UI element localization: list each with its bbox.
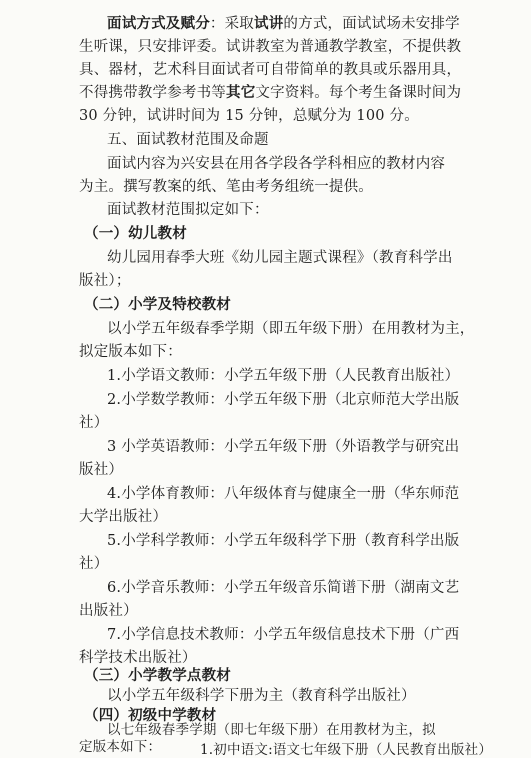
keyword-other: 其它	[226, 85, 256, 101]
list-item-4-line-1: 4.小学体育教师：八年级体育与健康全一册（华东师范	[107, 486, 460, 502]
subsection-4-line-2: 定版本如下：	[79, 739, 162, 755]
list-item-5-line-2: 社）	[79, 556, 109, 572]
list-item-6-line-2: 出版社）	[79, 603, 138, 619]
subsection-2-line-2: 拟定版本如下：	[79, 344, 182, 360]
list-item-7-line-1: 7.小学信息技术教师：小学五年级信息技术下册（广西	[107, 627, 460, 643]
section-5-line-1: 面试内容为兴安县在用各学段各学科相应的教材内容	[107, 156, 446, 172]
subsection-4-heading: （四）初级中学教材	[84, 708, 217, 724]
list-item-2-line-2: 社）	[79, 415, 109, 431]
subsection-2-heading: （二）小学及特校教材	[84, 297, 231, 313]
section-5-heading: 五、面试教材范围及命题	[107, 132, 269, 148]
subsection-3-heading: （三）小学教学点教材	[84, 668, 231, 684]
subsection-3-line-1: 以小学五年级科学下册为主（教育科学出版社）	[107, 688, 416, 704]
subsection-2-line-1: 以小学五年级春季学期（即五年级下册）在用教材为主，	[107, 321, 475, 337]
list-item-5-line-1: 5.小学科学教师：小学五年级科学下册（教育科学出版	[107, 533, 460, 549]
subsection-1-line-1: 幼儿园用春季大班《幼儿园主题式课程》（教育科学出	[107, 250, 453, 266]
keyword-trial-lecture: 试讲	[254, 16, 284, 32]
subsection-4-line-1: 以七年级春季学期（即七年级下册）在用教材为主，拟	[107, 722, 436, 738]
list-item-3-line-1: 3 小学英语教师：小学五年级下册（外语教学与研究出	[107, 439, 460, 455]
paragraph-scoring-line-3: 具、器材，艺术科目面试者可自带简单的教具或乐器用具，	[79, 62, 462, 78]
list-item-4-line-2: 大学出版社）	[79, 509, 168, 525]
list-item-2-line-1: 2.小学数学教师：小学五年级下册（北京师范大学出版	[107, 392, 460, 408]
list-item-6-line-1: 6.小学音乐教师：小学五年级音乐简谱下册（湖南文艺	[107, 580, 460, 596]
paragraph-scoring-line-2: 生听课，只安排评委。试讲教室为普通教学教室，不提供教	[79, 39, 462, 55]
list-item-1: 1.小学语文教师：小学五年级下册（人民教育出版社）	[107, 368, 460, 384]
list-item-7-line-2: 科学技术出版社）	[79, 650, 197, 666]
section-5-line-3: 面试教材范围拟定如下：	[107, 202, 269, 218]
list-item-junior-1: 1.初中语文:语文七年级下册（人民教育出版社）	[200, 742, 493, 758]
list-item-3-line-2: 版社）	[79, 462, 124, 478]
subsection-1-heading: （一）幼儿教材	[84, 226, 187, 242]
paragraph-scoring-line-1: 面试方式及赋分：采取试讲的方式，面试试场未安排学	[107, 16, 460, 32]
scoring-heading: 面试方式及赋分	[107, 16, 210, 32]
paragraph-scoring-line-4: 不得携带教学参考书等其它文字资料。每个考生备课时间为	[79, 85, 462, 101]
section-5-line-2: 为主。撰写教案的纸、笔由考务组统一提供。	[79, 179, 373, 195]
paragraph-scoring-line-5: 30 分钟，试讲时间为 15 分钟，总赋分为 100 分。	[79, 108, 419, 124]
subsection-1-line-2: 版社）；	[79, 273, 131, 289]
